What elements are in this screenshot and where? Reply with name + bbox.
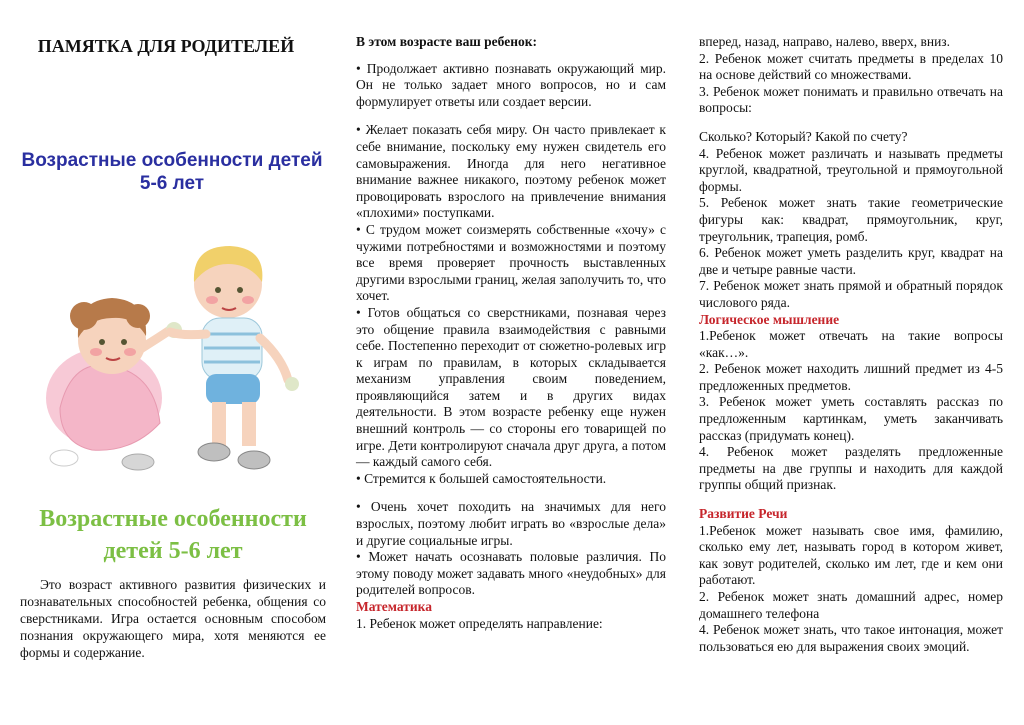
column-2 <box>356 34 666 632</box>
list-item: 4. Ребенок может знать, что такое интонация, может пользоваться ею для выражения своих эмоций. <box>699 622 1003 654</box>
list-item: 5. Ребенок может знать такие геометрические фигуры как: квадрат, прямоугольник, круг, треугольник, трапеция, ромб. <box>699 195 1003 244</box>
column-2-heading: В этом возрасте ваш ребенок: <box>356 34 538 49</box>
math-heading: Математика <box>356 599 433 614</box>
speech-heading: Развитие Речи <box>699 506 788 522</box>
list-item: 2. Ребенок может считать предметы в пределах 10 на основе действий со множествами. <box>699 50 1003 83</box>
list-item: • Стремится к большей самостоятельности. <box>356 470 607 486</box>
list-item: 2. Ребенок может находить лишний предмет из 4-5 предложенных предметов. <box>699 361 1003 393</box>
list-item: • Может начать осознавать половые различия. По этому поводу может задавать много «неудобных» для родителей вопросов. <box>356 549 666 598</box>
green-title: Возрастные особенности детей 5-6 лет <box>39 506 307 564</box>
list-item: вперед, назад, направо, налево, вверх, вниз. <box>699 34 951 49</box>
intro-paragraph: Это возраст активного развития физических и познавательных способностей ребенка, общения со сверстниками. Игра остается основным способом познания окружающего мира, хотя меняются ее формы и содержание. <box>20 577 326 660</box>
list-item: 1.Ребенок может отвечать на такие вопросы «как…». <box>699 328 1003 360</box>
list-item: Сколько? Который? Какой по счету? <box>699 128 908 144</box>
page-title: ПАМЯТКА ДЛЯ РОДИТЕЛЕЙ <box>37 36 295 56</box>
boy-figure <box>170 246 299 469</box>
list-item: • С трудом может соизмерять собственные «хочу» с чужими потребностями и возможностями и поэтому все время проверяет прочность выставленных другими взрослыми границ, желая заполучить то, что хочет. <box>356 221 666 304</box>
list-item: 2. Ребенок может знать домашний адрес, номер домашнего телефона <box>699 589 1003 621</box>
list-item: 3. Ребенок может уметь составлять рассказ по предложенным картинкам, уметь заканчивать рассказ (придумать конец). <box>699 394 1003 443</box>
logic-heading: Логическое мышление <box>699 311 840 327</box>
list-item: 6. Ребенок может уметь разделить круг, квадрат на две и четыре равные части. <box>699 245 1003 277</box>
list-item: 7. Ребенок может знать прямой и обратный порядок числового ряда. <box>699 278 1003 310</box>
list-item: 1. Ребенок может определять направление: <box>356 615 603 631</box>
list-item: • Очень хочет походить на значимых для него взрослых, поэтому любит играть во «взрослые дела» и другие социальные игры. <box>356 499 666 548</box>
children-icon <box>42 238 304 480</box>
list-item: 4. Ребенок может разделять предложенные предметы на две группы и находить для каждой группы общий признак. <box>699 444 1003 493</box>
list-item: • Продолжает активно познавать окружающий мир. Он не только задает много вопросов, но и сам формулирует ответы или создает версии. <box>356 60 666 109</box>
subtitle: Возрастные особенности детей 5-6 лет <box>21 150 323 194</box>
column-3 <box>699 34 1003 655</box>
girl-figure <box>46 298 182 470</box>
list-item: 4. Ребенок может различать и называть предметы круглой, квадратной, треугольной и прямоугольной формы. <box>699 145 1003 194</box>
list-item: 1.Ребенок может называть свое имя, фамилию, сколько ему лет, называть город в котором живет, как зовут родителей, сколько им лет, где и кем они работают. <box>699 522 1003 588</box>
list-item: • Готов общаться со сверстниками, познавая через это общение правила взаимодействия с равными себе. Постепенно переходит от сюжетно-ролевых игр к играм по правилам, в которых складывается механизм управления своим поведением, проявляющийся затем и в других видах деятельности. В этом возрасте ребенку еще нужен внешний контроль — со стороны его товарищей по игре. Дети контролируют сначала друг друга, а потом — каждый самого себя. <box>356 304 666 470</box>
list-item: • Желает показать себя миру. Он часто привлекает к себе внимание, поскольку ему нужен свидетель его самовыражения. Иногда для него негативное внимание важнее никакого, поэтому ребенок может провоцировать взрослого на привлечение внимания «плохими» поступками. <box>356 122 666 221</box>
list-item: 3. Ребенок может понимать и правильно отвечать на вопросы: <box>699 83 1003 116</box>
